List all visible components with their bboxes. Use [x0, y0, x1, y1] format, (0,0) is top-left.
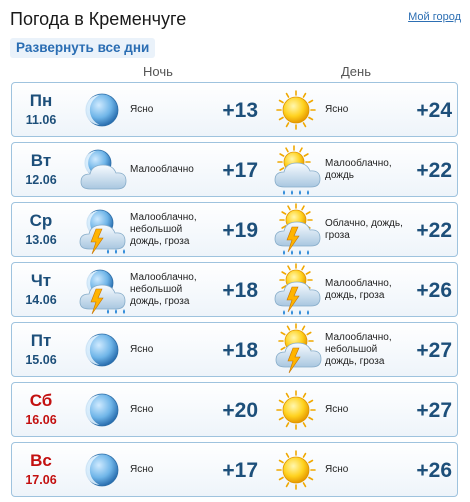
moon-clear-icon — [74, 383, 130, 438]
date-label: 16.06 — [25, 413, 57, 427]
day-condition: Ясно — [325, 103, 349, 115]
day-temperature: +24 — [416, 99, 452, 122]
night-condition: Ясно — [130, 343, 154, 355]
weekday-label: Пт — [30, 331, 52, 350]
date-label: 17.06 — [25, 473, 57, 487]
forecast-row[interactable] — [11, 202, 458, 257]
weekday-label: Вс — [30, 451, 52, 470]
expand-all-days-button[interactable]: Развернуть все дни — [10, 38, 155, 58]
day-temperature: +26 — [416, 279, 452, 302]
date-label: 11.06 — [25, 113, 57, 127]
moon-cloudy-icon — [74, 143, 130, 198]
weekday-label: Ср — [29, 211, 53, 230]
night-condition: Малооблачно — [130, 163, 194, 175]
night-temperature: +19 — [222, 219, 258, 242]
night-temperature: +17 — [222, 159, 258, 182]
day-condition: Облачно, дождь, гроза — [325, 217, 403, 241]
forecast-row[interactable] — [11, 262, 458, 317]
night-column-header: Ночь — [143, 64, 173, 79]
moon-clear-icon — [74, 443, 130, 498]
sun-storm-rain-icon — [268, 203, 324, 258]
sun-clear-icon — [268, 83, 324, 138]
forecast-row[interactable] — [11, 382, 458, 437]
day-temperature: +27 — [416, 339, 452, 362]
moon-clear-icon — [74, 83, 130, 138]
weekday-label: Чт — [30, 271, 52, 290]
night-condition: Малооблачно, небольшой дождь, гроза — [130, 211, 197, 247]
night-temperature: +20 — [222, 399, 258, 422]
day-condition: Малооблачно, дождь — [325, 157, 392, 181]
forecast-row[interactable] — [11, 442, 458, 497]
night-temperature: +13 — [222, 99, 258, 122]
day-condition: Малооблачно, небольшой дождь, гроза — [325, 331, 392, 367]
night-temperature: +17 — [222, 459, 258, 482]
night-condition: Ясно — [130, 463, 154, 475]
sun-storm-rain-icon — [268, 263, 324, 318]
night-condition: Ясно — [130, 403, 154, 415]
forecast-list — [11, 82, 458, 502]
sun-clear-icon — [268, 443, 324, 498]
sun-cloud-rain-icon — [268, 143, 324, 198]
weekday-label: Сб — [29, 391, 53, 410]
sun-storm-icon — [268, 323, 324, 378]
day-condition: Ясно — [325, 463, 349, 475]
forecast-row[interactable] — [11, 322, 458, 377]
page-title: Погода в Кременчуге — [10, 9, 187, 29]
night-temperature: +18 — [222, 339, 258, 362]
day-temperature: +22 — [416, 219, 452, 242]
date-label: 13.06 — [25, 233, 57, 247]
night-temperature: +18 — [222, 279, 258, 302]
forecast-row[interactable] — [11, 82, 458, 137]
day-condition: Малооблачно, дождь, гроза — [325, 277, 392, 301]
night-condition: Малооблачно, небольшой дождь, гроза — [130, 271, 197, 307]
day-condition: Ясно — [325, 403, 349, 415]
forecast-row[interactable] — [11, 142, 458, 197]
moon-storm-icon — [74, 263, 130, 318]
day-temperature: +22 — [416, 159, 452, 182]
day-temperature: +26 — [416, 459, 452, 482]
moon-storm-icon — [74, 203, 130, 258]
weekday-label: Вт — [30, 151, 52, 170]
day-temperature: +27 — [416, 399, 452, 422]
sun-clear-icon — [268, 383, 324, 438]
date-label: 12.06 — [25, 173, 57, 187]
day-column-header: День — [341, 64, 371, 79]
night-condition: Ясно — [130, 103, 154, 115]
date-label: 14.06 — [25, 293, 57, 307]
moon-clear-icon — [74, 323, 130, 378]
my-city-link[interactable]: Мой город — [408, 11, 461, 23]
date-label: 15.06 — [25, 353, 57, 367]
weekday-label: Пн — [29, 91, 53, 110]
